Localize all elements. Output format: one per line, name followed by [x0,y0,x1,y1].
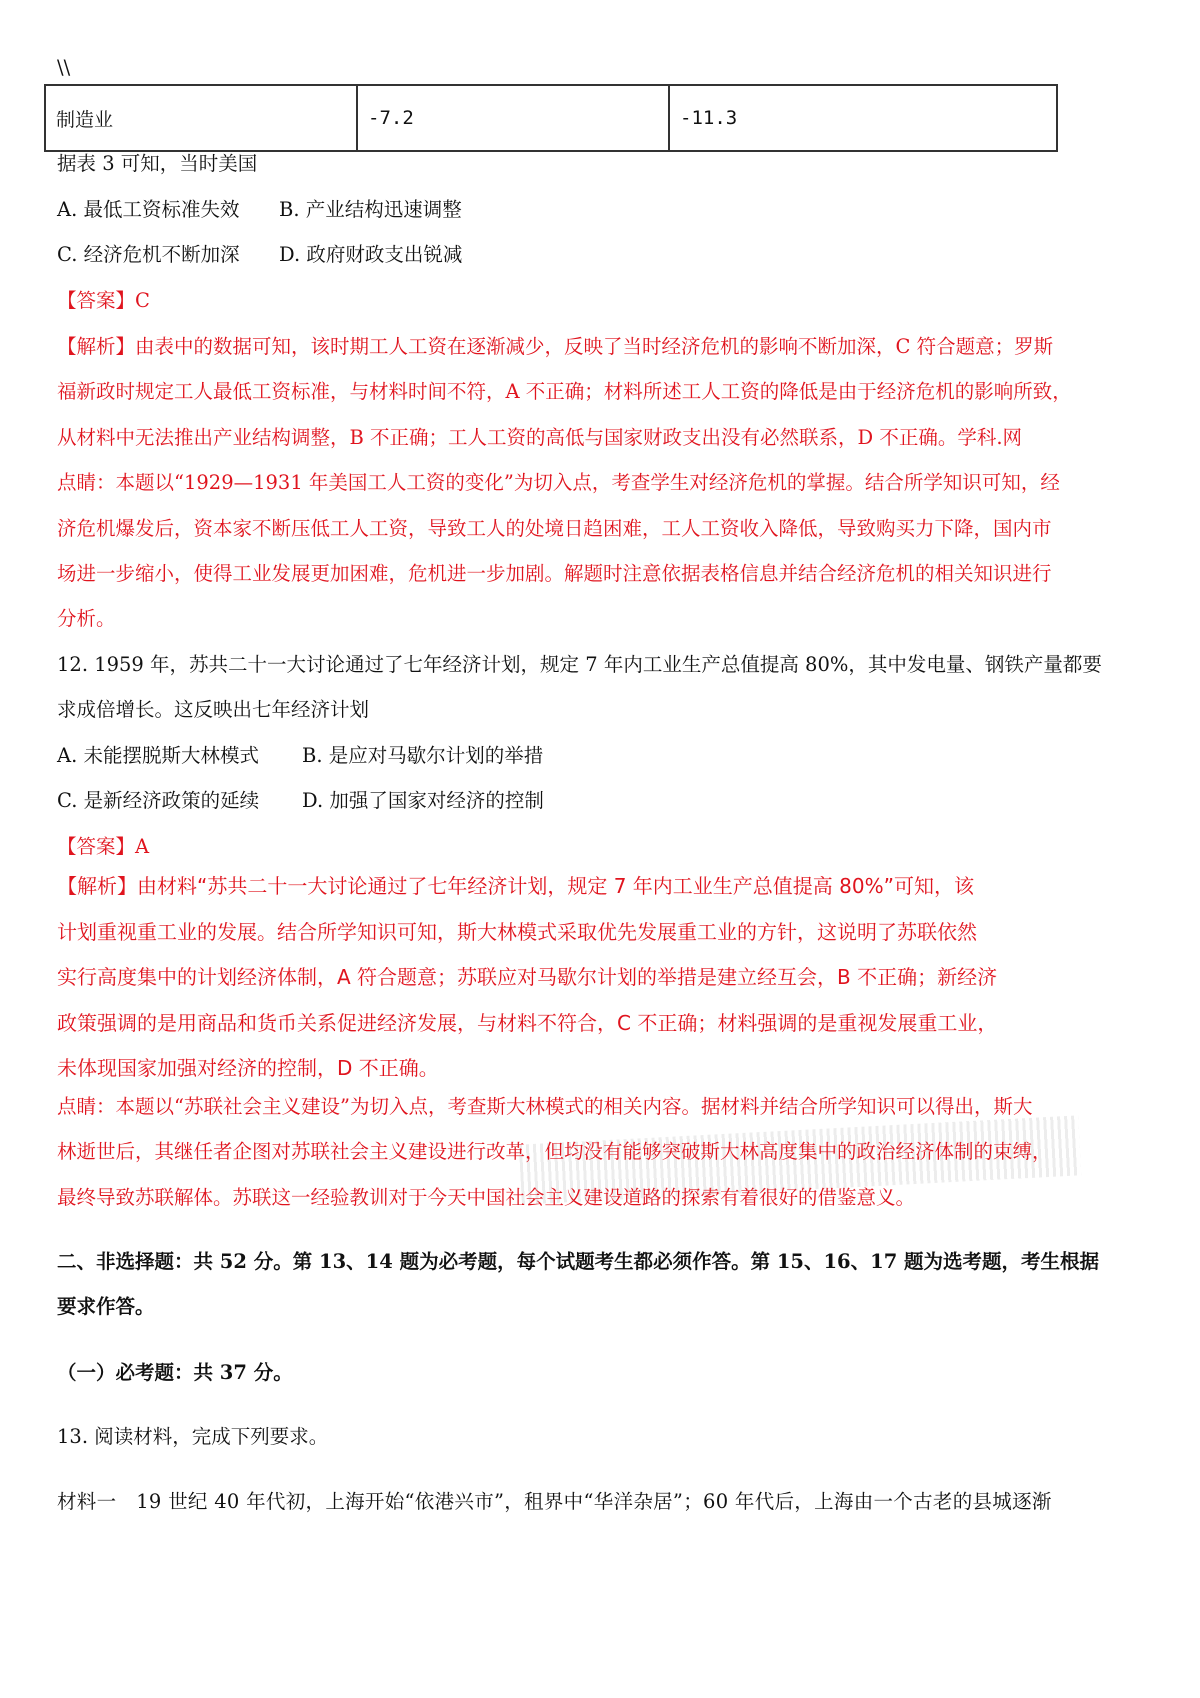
top-mark: \\ [57,56,71,79]
q11-option-c: C. 经济危机不断加深 [57,243,240,266]
q11-comment-line: 场进一步缩小，使得工业发展更加困难，危机进一步加剧。解题时注意依据表格信息并结合经济危机的相关知识进行 [57,562,1052,585]
q12-option-a: A. 未能摆脱斯大林模式 [57,744,259,767]
q12-analysis-line: 【解析】由材料“苏共二十一大讨论通过了七年经济计划，规定 7 年内工业生产总值提高 80%”可知，该 [57,874,974,898]
q12-comment-line: 林逝世后，其继任者企图对苏联社会主义建设进行改革，但均没有能够突破斯大林高度集中的政治经济体制的束缚， [57,1140,1052,1163]
q12-comment-line: 点睛：本题以“苏联社会主义建设”为切入点，考查斯大林模式的相关内容。据材料并结合所学知识可以得出，斯大 [57,1095,1033,1118]
table-cell: -11.3 [669,85,1057,151]
q12-options-row-2 [57,789,1155,813]
q12-stem-line: 12. 1959 年，苏共二十一大讨论通过了七年经济计划，规定 7 年内工业生产总值提高 80%，其中发电量、钢铁产量都要 [57,653,1102,676]
q11-option-d: D. 政府财政支出锐减 [279,243,463,266]
q11-comment-line: 济危机爆发后，资本家不断压低工人工资，导致工人的处境日趋困难，工人工资收入降低，导致购买力下降，国内市 [57,517,1052,540]
q12-comment-line: 最终导致苏联解体。苏联这一经验教训对于今天中国社会主义建设道路的探索有着很好的借鉴意义。 [57,1186,916,1209]
q11-option-a: A. 最低工资标准失效 [57,198,240,221]
data-table [44,84,1058,152]
q13-material-1: 材料一 19 世纪 40 年代初，上海开始“依港兴市”，租界中“华洋杂居”；60 年代后，上海由一个古老的县城逐渐 [57,1490,1052,1513]
q12-option-d: D. 加强了国家对经济的控制 [302,789,544,812]
table-cell: 制造业 [45,85,357,151]
section2-heading-line: 要求作答。 [57,1295,155,1318]
q11-stem: 据表 3 可知，当时美国 [57,152,258,175]
q12-options-row-1 [57,744,1155,768]
q11-options-row-2 [57,243,1155,267]
q11-analysis-line: 【解析】由表中的数据可知，该时期工人工资在逐渐减少，反映了当时经济危机的影响不断加深，C 符合题意；罗斯 [57,335,1054,358]
q11-comment-line: 分析。 [57,607,116,630]
q13-stem: 13. 阅读材料，完成下列要求。 [57,1425,329,1448]
section2-sub-heading: （一）必考题：共 37 分。 [57,1361,293,1384]
q11-option-b: B. 产业结构迅速调整 [279,198,462,221]
section2-heading-line: 二、非选择题：共 52 分。第 13、14 题为必考题，每个试题考生都必须作答。第 15、16、17 题为选考题，考生根据 [57,1250,1100,1273]
q11-answer: 【答案】C [57,289,150,312]
table-cell: -7.2 [357,85,669,151]
q11-comment-line: 点睛：本题以“1929—1931 年美国工人工资的变化”为切入点，考查学生对经济危机的掌握。结合所学知识可知，经 [57,471,1060,494]
q11-analysis-line: 福新政时规定工人最低工资标准，与材料时间不符，A 不正确；材料所述工人工资的降低是由于经济危机的影响所致， [57,380,1072,403]
q12-analysis-line: 计划重视重工业的发展。结合所学知识可知，斯大林模式采取优先发展重工业的方针，这说明了苏联依然 [57,920,977,944]
q12-analysis-line: 未体现国家加强对经济的控制，D 不正确。 [57,1056,439,1080]
q11-options-row-1 [57,198,1155,222]
q11-analysis-line: 从材料中无法推出产业结构调整，B 不正确；工人工资的高低与国家财政支出没有必然联系，D 不正确。学科.网 [57,426,1023,449]
q12-option-c: C. 是新经济政策的延续 [57,789,260,812]
q12-answer: 【答案】A [57,835,150,858]
q12-analysis-line: 实行高度集中的计划经济体制，A 符合题意；苏联应对马歇尔计划的举措是建立经互会，B 不正确；新经济 [57,965,998,989]
q12-analysis-line: 政策强调的是用商品和货币关系促进经济发展，与材料不符合，C 不正确；材料强调的是重视发展重工业， [57,1011,998,1035]
table-row [45,85,1057,151]
q12-stem-line: 求成倍增长。这反映出七年经济计划 [57,698,370,721]
q12-option-b: B. 是应对马歇尔计划的举措 [302,744,544,767]
